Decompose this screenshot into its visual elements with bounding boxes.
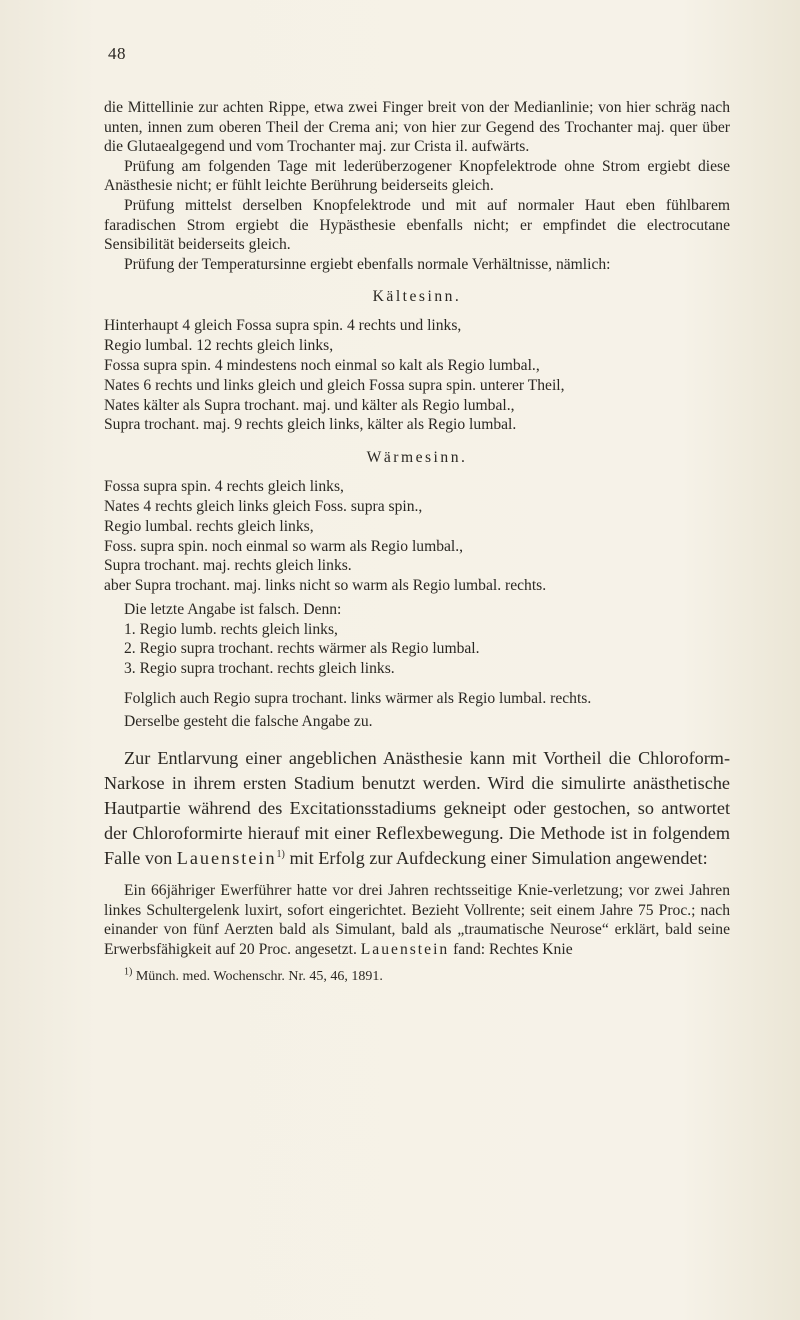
waermesinn-list — [104, 477, 730, 596]
paragraph-derselbe: Derselbe gesteht die falsche Angabe zu. — [124, 713, 373, 731]
kaeltesinn-list — [104, 316, 730, 435]
paragraph-pruefung-1: Prüfung am folgenden Tage mit lederüberzogener Knopfelektrode ohne Strom ergiebt diese Anästhesie nicht; er fühlt leichte Berührung beiderseits gleich. — [104, 157, 730, 195]
waermesinn-line: Nates 4 rechts gleich links gleich Foss. supra spin., — [104, 497, 423, 515]
kaeltesinn-line: Regio lumbal. 12 rechts gleich links, — [104, 337, 334, 355]
author-name: Lauenstein — [360, 940, 450, 958]
page-number: 48 — [108, 44, 126, 63]
heading-waermesinn: Wärmesinn. — [366, 449, 468, 467]
paragraph-entlarvung — [104, 746, 730, 871]
kaeltesinn-line: Supra trochant. maj. 9 rechts gleich links, kälter als Regio lumbal. — [104, 416, 517, 434]
waermesinn-line: Regio lumbal. rechts gleich links, — [104, 517, 314, 535]
top-section — [104, 98, 730, 274]
kaeltesinn-line: Nates kälter als Supra trochant. maj. und kälter als Regio lumbal., — [104, 396, 515, 414]
case-text: Ein 66jähriger Ewerführer hatte vor drei Jahren rechtsseitige Knie-verletzung; vor zwei Jahren linkes Schultergelenk luxirt, sofort eingerichtet. Bezieht Vollrente; seit einem Jahre 75 Proc.; nach einander von fünf Aerzten bald als Simulant, bald als „traumatische Neurose“ erklärt, bald seine Erwerbsfähigkeit auf 20 Proc. angesetzt. — [104, 882, 730, 958]
numbered-item: 3. Regio supra trochant. rechts gleich links. — [124, 660, 395, 678]
kaeltesinn-line: Nates 6 rechts und links gleich und gleich Fossa supra spin. unterer Theil, — [104, 376, 565, 394]
paragraph-case — [104, 881, 730, 959]
footnote-mark: 1) — [124, 966, 133, 978]
paragraph-folglich: Folglich auch Regio supra trochant. links wärmer als Regio lumbal. rechts. — [124, 689, 592, 707]
case-text-end: fand: Rechtes Knie — [449, 940, 573, 958]
numbered-item: 1. Regio lumb. rechts gleich links, — [124, 620, 338, 638]
paragraph-pruefung-2: Prüfung mittelst derselben Knopfelektrode und mit auf normaler Haut eben fühlbarem faradischen Strom ergiebt die Hypästhesie ebenfalls nicht; er empfindet die electrocutane Sensibilität beiderseits gleich. — [104, 196, 730, 254]
waermesinn-line: Fossa supra spin. 4 rechts gleich links, — [104, 478, 344, 496]
author-name: Lauenstein — [176, 848, 277, 869]
paragraph-pruefung-3: Prüfung der Temperatursinne ergiebt ebenfalls normale Verhältnisse, nämlich: — [124, 255, 611, 273]
numbered-item: 2. Regio supra trochant. rechts wärmer als Regio lumbal. — [124, 640, 480, 658]
footnote-text: Münch. med. Wochenschr. Nr. 45, 46, 1891. — [132, 969, 383, 985]
entlarvung-text-end: mit Erfolg zur Aufdeckung einer Simulation angewendet: — [284, 848, 708, 869]
heading-kaeltesinn: Kältesinn. — [372, 288, 462, 306]
entlarvung-text: Zur Entlarvung einer angeblichen Anästhesie kann mit Vortheil die Chloroform-Narkose in ihrem ersten Stadium benutzt werden. Wird die simulirte anästhetische Hautpartie während des Excitationsstadiums gekneipt oder gestochen, so antwortet der Chloroformirte hierauf mit einer Reflexbewegung. Die Methode ist in folgendem Falle von — [104, 748, 730, 869]
footnote-ref: 1) — [276, 849, 285, 861]
footnote — [104, 966, 730, 985]
paragraph-denn: Die letzte Angabe ist falsch. Denn: — [124, 600, 342, 618]
kaeltesinn-line: Hinterhaupt 4 gleich Fossa supra spin. 4 rechts und links, — [104, 317, 462, 335]
waermesinn-line: Supra trochant. maj. rechts gleich links. — [104, 557, 352, 575]
waermesinn-line: aber Supra trochant. maj. links nicht so warm als Regio lumbal. rechts. — [104, 577, 547, 595]
kaeltesinn-line: Fossa supra spin. 4 mindestens noch einmal so kalt als Regio lumbal., — [104, 356, 540, 374]
paragraph-continuation: die Mittellinie zur achten Rippe, etwa zwei Finger breit von der Medianlinie; von hier schräg nach unten, innen zum oberen Theil der Crema ani; von hier zur Gegend des Trochanter maj. quer über die Glutaealgegend und vom Trochanter maj. zur Crista il. aufwärts. — [104, 99, 730, 156]
waermesinn-line: Foss. supra spin. noch einmal so warm als Regio lumbal., — [104, 537, 464, 555]
